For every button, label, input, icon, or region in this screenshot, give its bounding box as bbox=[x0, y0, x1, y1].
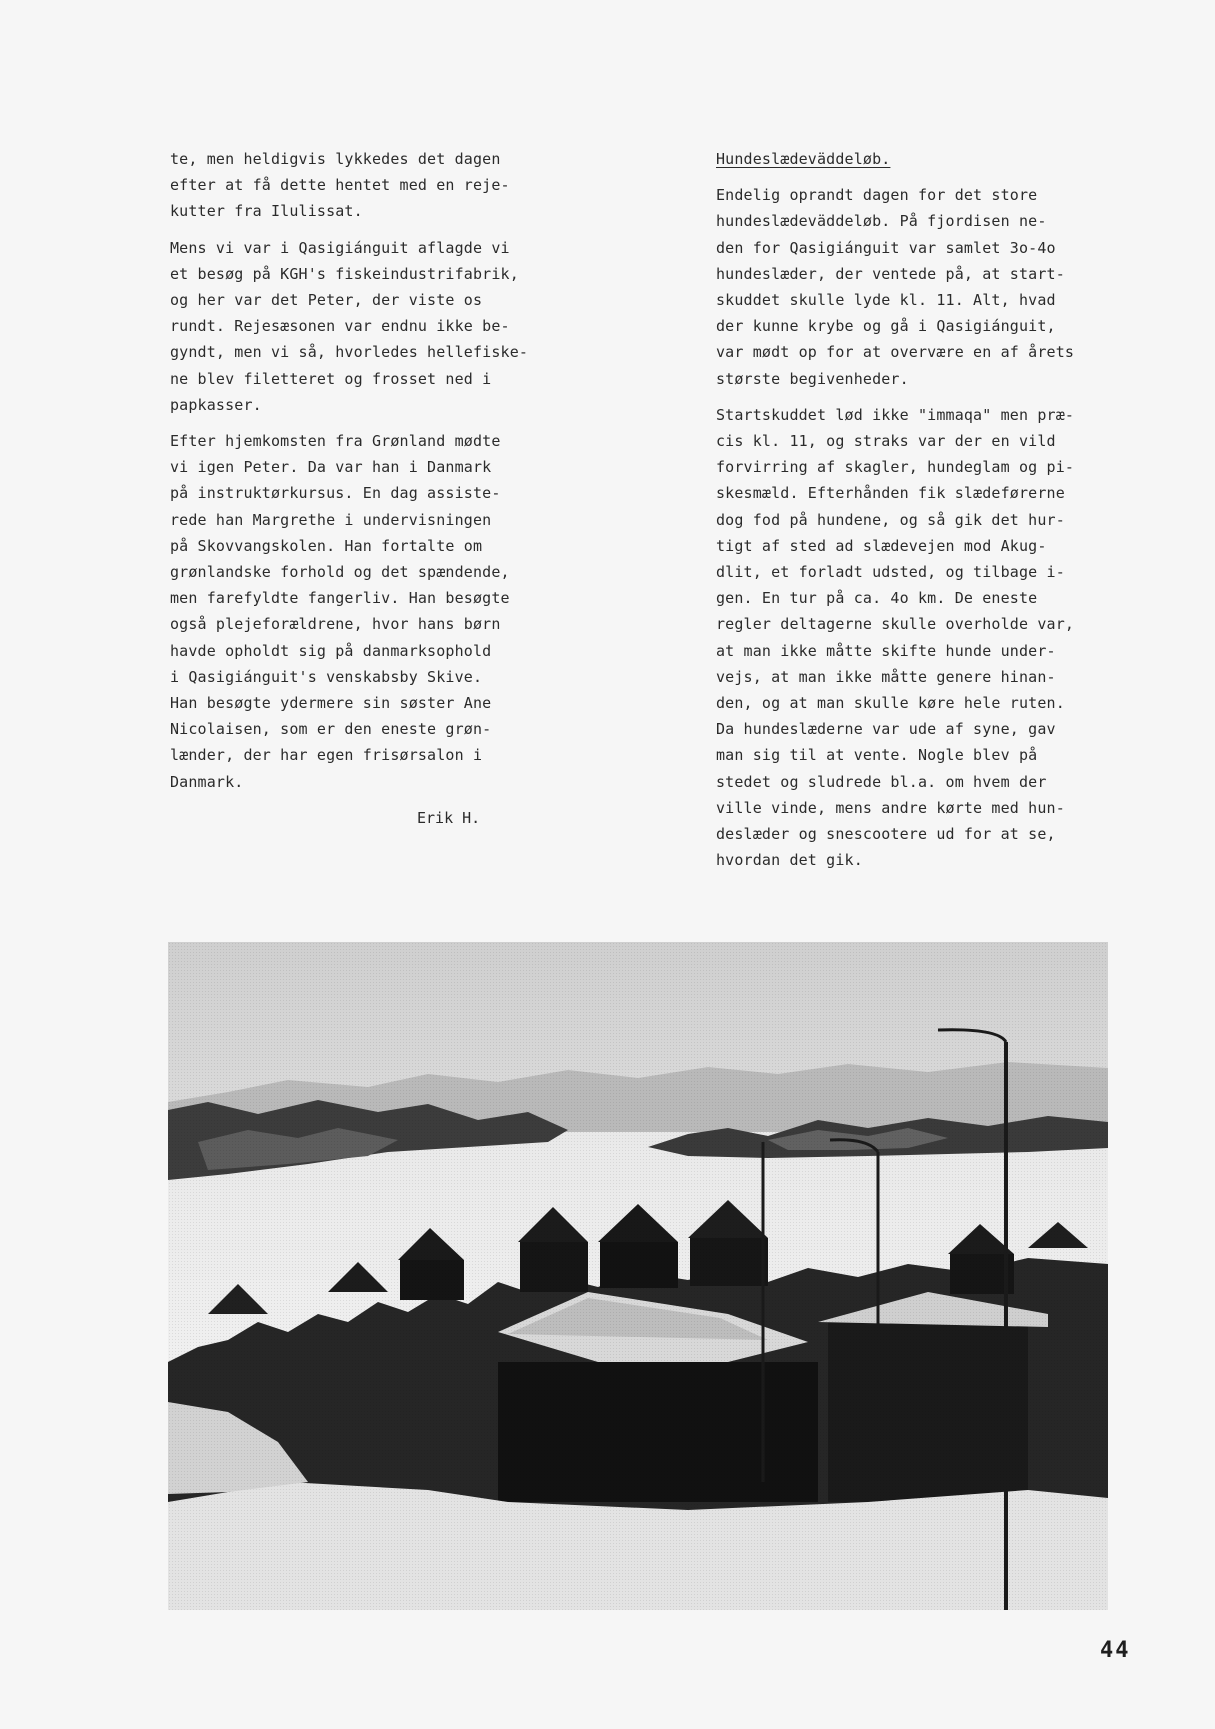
photo-illustration bbox=[168, 942, 1108, 1610]
paragraph: Mens vi var i Qasigiánguit aflagde vi et besøg på KGH's fiskeindustrifabrik, og her var det Peter, der viste os rundt. Rejesæsonen var endnu ikke be- gyndt, men vi så, hvorledes hellefiske- ne blev filetteret og frosset ned i papkasser. bbox=[170, 238, 529, 414]
paragraph: Efter hjemkomsten fra Grønland mødte vi igen Peter. Da var han i Danmark på instruktørkursus. En dag assiste- rede han Margrethe i undervisningen på Skovvangskolen. Han fortalte om grønlandske forhold og det spændende, men farefyldte fangerliv. Han besøgte også plejeforældrene, hvor hans børn havde opholdt sig på danmarksophold i Qasigiánguit's venskabsby Skive. Han besøgte ydermere sin søster Ane Nicolaisen, som er den eneste grøn- lænder, der har egen frisørsalon i Danmark. bbox=[170, 432, 510, 791]
right-text-column bbox=[716, 146, 1136, 883]
author-signature: Erik H. bbox=[417, 809, 481, 827]
page-number: 44 bbox=[1100, 1638, 1131, 1663]
left-text-column bbox=[170, 146, 590, 805]
paragraph: Endelig oprandt dagen for det store hundeslædeväddeløb. På fjordisen ne- den for Qasigiánguit var samlet 3o-4o hundeslæder, der ventede på, at start- skuddet skulle lyde kl. 11. Alt, hvad der kunne krybe og gå i Qasigiánguit, var mødt op for at overvære en af årets største begivenheder. bbox=[716, 186, 1075, 388]
section-heading: Hundeslædeväddeløb. bbox=[716, 150, 891, 168]
town-fjord-photo bbox=[168, 942, 1108, 1610]
paragraph: Startskuddet lød ikke "immaqa" men præ- cis kl. 11, og straks var der en vild forvirring af skagler, hundeglam og pi- skesmæld. Efterhånden fik slædeførerne dog fod på hundene, og så gik det hur- tigt af sted ad slædevejen mod Akug- dlit, et forladt udsted, og tilbage i- gen. En tur på ca. 4o km. De eneste regler deltagerne skulle overholde var, at man ikke måtte skifte hunde under- vejs, at man ikke måtte genere hinan- den, og at man skulle køre hele ruten. Da hundeslæderne var ude af syne, gav man sig til at vente. Nogle blev på stedet og sludrede bl.a. om hvem der ville vinde, mens andre kørte med hun- deslæder og snescootere ud for at se, hvordan det gik. bbox=[716, 405, 1075, 870]
paragraph: te, men heldigvis lykkedes det dagen efter at få dette hentet med en reje- kutter fra Ilulissat. bbox=[170, 150, 510, 221]
